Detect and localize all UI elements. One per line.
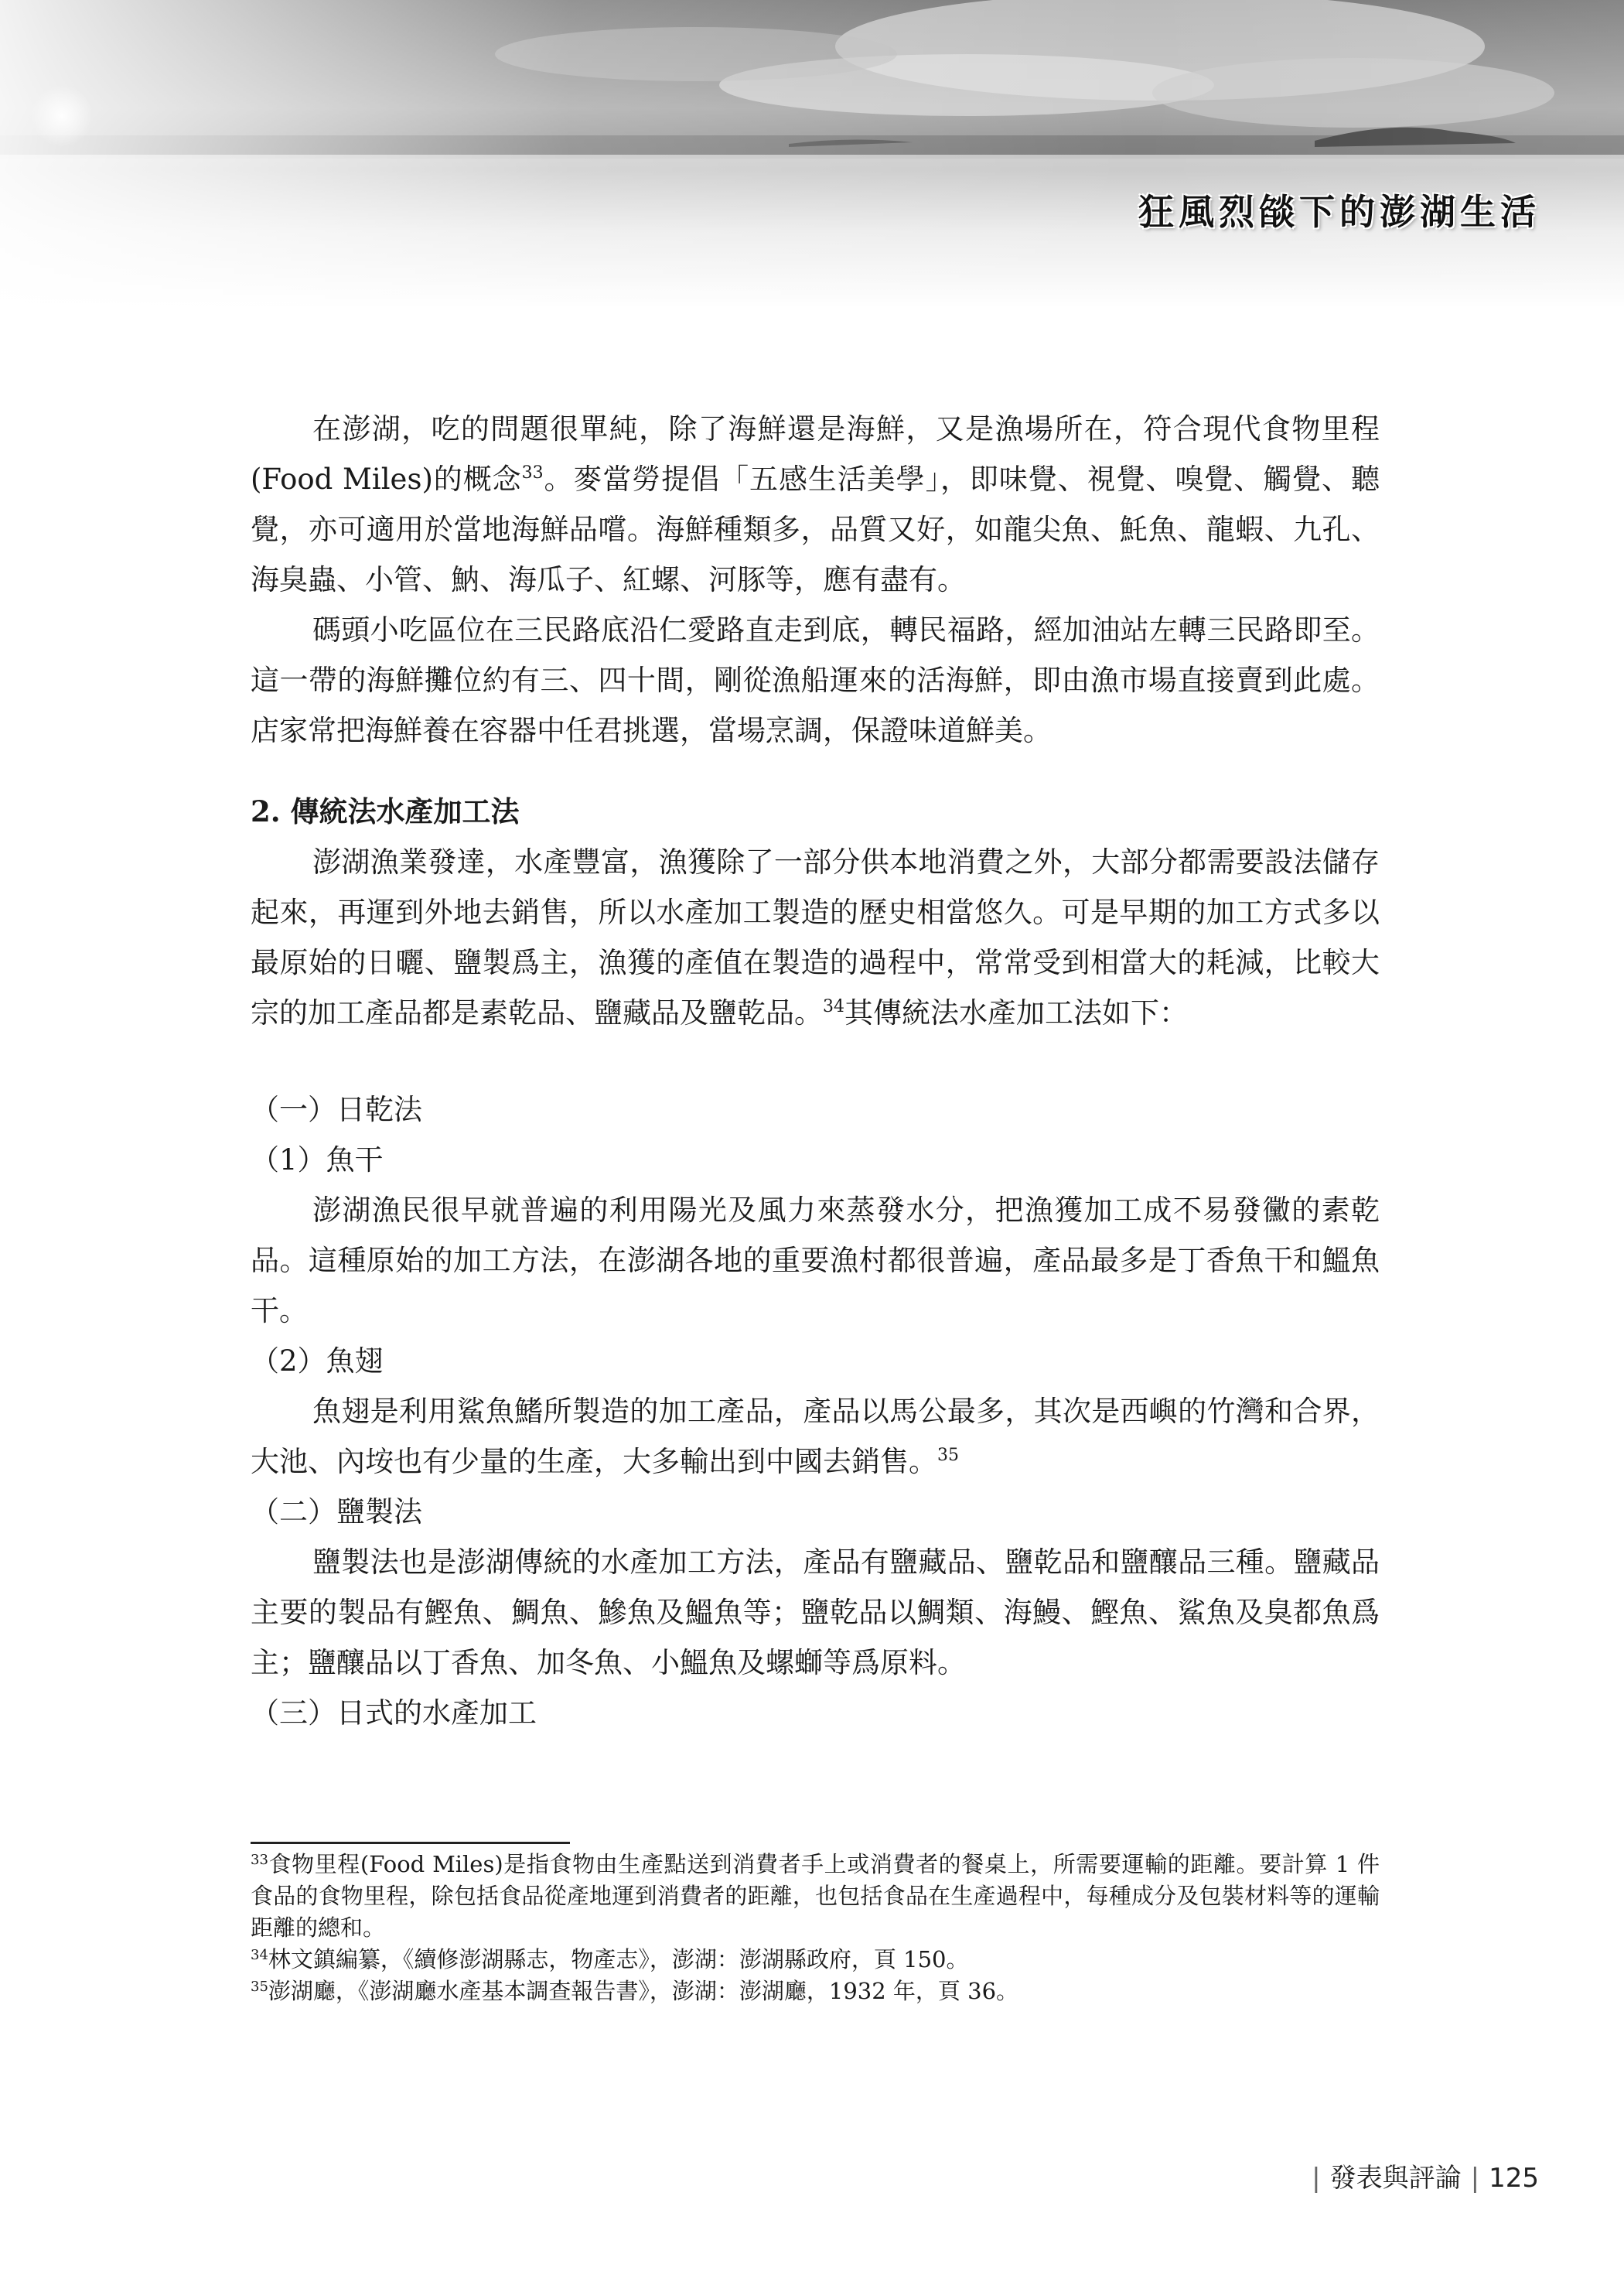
subsection-heading: （二）鹽製法	[251, 1495, 422, 1528]
header-banner-image	[0, 0, 1624, 309]
paragraph: 碼頭小吃區位在三民路底沿仁愛路直走到底，轉民福路，經加油站左轉三民路即至。這一帶的海鮮攤位約有三、四十間，剛從漁船運來的活海鮮，即由漁市場直接賣到此處。店家常把海鮮養在容器中任君挑選，當場烹調，保證味道鮮美。	[251, 613, 1380, 747]
subsection-heading: （一）日乾法	[251, 1093, 422, 1126]
page-number: 125	[1489, 2163, 1539, 2194]
footnotes	[251, 1849, 1380, 2007]
footnote: $^{34}$林文鎮編纂，《續修澎湖縣志，物產志》，澎湖：澎湖縣政府，頁 150。	[251, 1946, 969, 1972]
subsection-heading: （三）日式的水產加工	[251, 1696, 537, 1730]
paragraph: 澎湖漁民很早就普遍的利用陽光及風力來蒸發水分，把漁獲加工成不易發黴的素乾品。這種原始的加工方法，在澎湖各地的重要漁村都很普遍，產品最多是丁香魚干和鰮魚干。	[251, 1194, 1380, 1327]
paragraph: 澎湖漁業發達，水產豐富，漁獲除了一部分供本地消費之外，大部分都需要設法儲存起來，再運到外地去銷售，所以水產加工製造的歷史相當悠久。可是早期的加工方式多以最原始的日曬、鹽製爲主，漁獲的產值在製造的過程中，常常受到相當大的耗減，比較大宗的加工產品都是素乾品、鹽藏品及鹽乾品。$^{34}$其傳統法水產加工法如下：	[251, 845, 1380, 1030]
running-header-title: 狂風烈燄下的澎湖生活	[1138, 191, 1540, 233]
seascape-illustration	[0, 0, 1624, 309]
paragraph: 在澎湖，吃的問題很單純，除了海鮮還是海鮮，又是漁場所在，符合現代食物里程(Food Miles)的概念$^{33}$。麥當勞提倡「五感生活美學」，即味覺、視覺、嗅覺、觸覺、聽覺，亦可適用於當地海鮮品嚐。海鮮種類多，品質又好，如龍尖魚、魠魚、龍蝦、九孔、海臭蟲、小管、魶、海瓜子、紅螺、河豚等，應有盡有。	[251, 412, 1380, 596]
main-text	[251, 404, 1380, 1738]
paragraph: 魚翅是利用鯊魚鰭所製造的加工產品，產品以馬公最多，其次是西嶼的竹灣和合界，大池、內垵也有少量的生產，大多輸出到中國去銷售。$^{35}$	[251, 1395, 1380, 1478]
page-footer: | 發表與評論 | 125	[1312, 2163, 1539, 2194]
subsection-heading: （2）魚翅	[251, 1344, 384, 1378]
footnote-ref: 35	[937, 1446, 959, 1465]
footnote-ref: 33	[521, 463, 544, 483]
footnote: $^{33}$食物里程(Food Miles)是指食物由生產點送到消費者手上或消費者的餐桌上，所需要運輸的距離。要計算 1 件食品的食物里程，除包括食品從產地運到消費者的距離，也包括食品在生產過程中，每種成分及包裝材料等的運輸距離的總和。	[251, 1851, 1380, 1941]
subsection-heading: （1）魚干	[251, 1143, 384, 1177]
paragraph: 鹽製法也是澎湖傳統的水產加工方法，產品有鹽藏品、鹽乾品和鹽釀品三種。鹽藏品主要的製品有鰹魚、鯛魚、鰺魚及鰮魚等；鹽乾品以鯛類、海鰻、鰹魚、鯊魚及臭都魚爲主；鹽釀品以丁香魚、加冬魚、小鰮魚及螺螄等爲原料。	[251, 1545, 1380, 1679]
footnote-divider	[251, 1842, 570, 1844]
footnote: $^{35}$澎湖廳，《澎湖廳水產基本調查報告書》，澎湖：澎湖廳，1932 年，頁 36。	[251, 1978, 1019, 2004]
section-heading: 2. 傳統法水產加工法	[251, 794, 520, 828]
footnote-ref: 34	[823, 997, 844, 1016]
footer-section: 發表與評論	[1329, 2163, 1462, 2194]
